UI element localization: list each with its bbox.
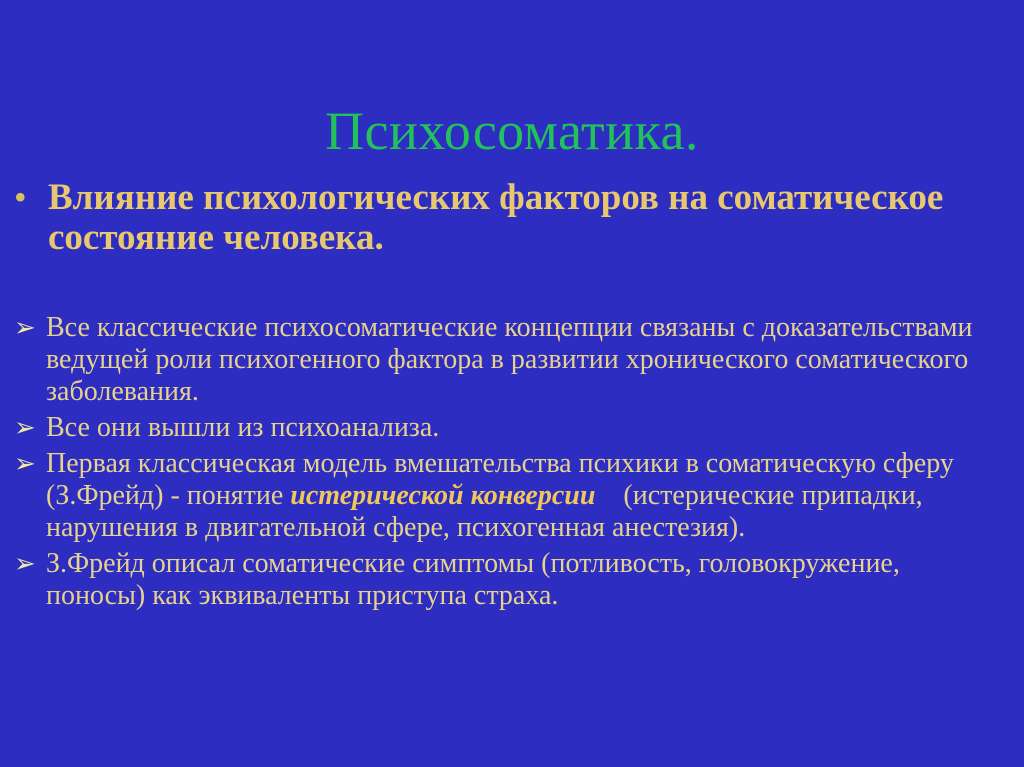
slide-title: Психосоматика. <box>325 101 699 161</box>
list-item-text <box>46 448 1004 544</box>
arrow-right-icon: ➢ <box>14 313 36 343</box>
list-item <box>14 312 1004 408</box>
list-item <box>14 448 1004 544</box>
list-item-text: Все классические психосоматические концепции связаны с доказательствами ведущей роли психогенного фактора в развитии хронического соматического заболевания. <box>46 312 973 407</box>
list-item-text-before: Первая классическая модель вмешательства психики в соматическую сферу (З.Фрейд) - понятие <box>46 448 954 511</box>
emphasis-term: истерической конверсии <box>290 480 596 511</box>
list-item-text: Все они вышли из психоанализа. <box>46 412 440 443</box>
main-point <box>14 178 994 258</box>
bullet-list <box>14 312 1004 616</box>
main-point-text: Влияние психологических факторов на соматическое состояние человека. <box>48 177 944 258</box>
list-item-text-after: (истерические припадки, нарушения в двигательной сфере, психогенная анестезия). <box>46 480 930 543</box>
bullet-dot-icon: • <box>14 177 27 217</box>
list-item-text: З.Фрейд описал соматические симптомы (потливость, головокружение, поносы) как эквиваленты приступа страха. <box>46 548 900 611</box>
list-item <box>14 548 1004 612</box>
arrow-right-icon: ➢ <box>14 549 36 579</box>
arrow-right-icon: ➢ <box>14 449 36 479</box>
arrow-right-icon: ➢ <box>14 413 36 443</box>
list-item <box>14 412 1004 444</box>
